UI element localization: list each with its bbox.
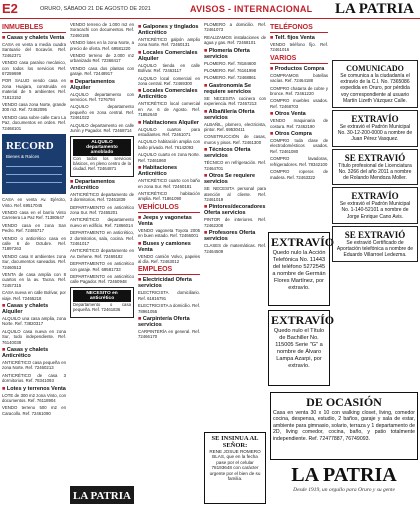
- classified-ad: PLOMERO. Ref. 72468861: [204, 75, 257, 81]
- extravio-notice: [332, 187, 418, 224]
- la-patria-banner-logo: LA PATRIA: [73, 490, 131, 502]
- boxed-ad-text: Departamento o casa pequeña. Ref. 72461836: [73, 301, 131, 313]
- classified-ad: ANTICRÉTICO local comercial en Av. 6 de Agosto. Ref. 71852640: [138, 101, 200, 118]
- category-heading: ■ Productos Compra: [270, 66, 328, 72]
- classified-ad: VENDO casa dos plantas con garaje. Ref. 72448917: [70, 65, 134, 77]
- classified-ad: CARPINTERÍA en general. Ref. 72466170: [138, 328, 200, 340]
- section-title: AVISOS - INTERNACIONAL: [190, 4, 313, 14]
- column-inmuebles: [2, 22, 66, 510]
- category-heading: ■ Carpintería Oferta servicios: [138, 316, 200, 328]
- classified-ad: LOTE de 300 m2 zona Vinto, con documentos. Ref. 76118904: [2, 392, 66, 404]
- category-heading: ■ Locales Comerciales Anticrético: [138, 88, 200, 100]
- extravio-title: EXTRAVÍO: [271, 235, 335, 249]
- notice-text: RENE JOSUE ROMERO BLAS, que en la fecha pase por el celular 78193648 con carácter urgente por el bien de su familia.: [209, 449, 261, 482]
- boxed-ad-text: Con todos los servicios básicos, en pleno centro de la ciudad. Ref. 72464871: [73, 155, 131, 172]
- section-heading-varios: VARIOS: [270, 55, 328, 64]
- classified-ad: PLOMERO. Ref. 78184600: [204, 60, 257, 66]
- de-ocasion-title: DE OCASIÓN: [306, 395, 382, 409]
- category-heading: ■ Otros Venta: [270, 111, 328, 117]
- boxed-ad-heading: ALQUILO departamento amoblado: [73, 139, 131, 156]
- classified-ad: ANTICRÉTICO galpón amplio zona Norte. Ref. 72460131: [138, 37, 200, 48]
- classified-ad: ALBAÑIL, plomero, electricista, pintor. Ref. 69530411: [204, 121, 266, 133]
- extravio-text: Quedo nulo el Título de Bachiller No. 115005 Serie "G" a nombre de Álvaro Lampa Azarpi, por extravío.: [273, 328, 325, 369]
- extravio-notice: [332, 110, 418, 147]
- classified-ad: ANTICRÉTICO cuarto con baño en zona Sur. Ref. 72460181: [138, 178, 200, 189]
- classified-ad: PLOMERO. Ref. 76161998: [204, 68, 257, 74]
- classified-ad: CLASES de matemáticas. Ref. 72464509: [204, 243, 266, 254]
- extravio-title: SE EXTRAVIÓ: [344, 152, 406, 163]
- record-tagline: Bienes & Raíces: [6, 154, 40, 160]
- classified-ad: ELECTRICISTA a domicilio. Ref. 78961055: [138, 303, 200, 314]
- category-heading: ■ Jeeps y vagonetas Venta: [138, 215, 200, 227]
- record-real-estate-ad: [2, 134, 66, 194]
- classified-ad: VENDO casa en zona San Pedro. Ref. 72465717: [2, 222, 66, 234]
- la-patria-slogan: Desde 1919, un orgullo para Oruro y su gente: [293, 487, 395, 493]
- extravio-notice: [332, 149, 418, 186]
- classified-ad: ANTICRÉTICO casa pequeña en zona Norte. Ref. 72460213: [2, 360, 66, 371]
- category-heading: ■ Casas y chalets Venta: [2, 35, 66, 41]
- category-heading: ■ Albañilería Oferta servicios: [204, 109, 266, 121]
- classified-ad: CASA en venta Av. Ejército, Vinto. Ref. 69517045: [2, 197, 66, 208]
- column-servicios: [204, 22, 266, 442]
- classified-ad: TÉCNICO en refrigeración. Ref. 72464701: [204, 160, 266, 171]
- page-header: [0, 0, 420, 19]
- classified-ad: ALQUILO departamento pequeño en zona central. Ref. 72461022: [70, 104, 134, 121]
- category-heading: ■ Galpones y tinglados Anticrético: [138, 24, 200, 36]
- classified-ad: CASA en venta a media cuadra Santuario del Socavón. Ref. 72462371: [2, 42, 66, 58]
- classified-ad: DEPARTAMENTO en anticrético, 2 dormitorios, sala, cocina. Ref. 72461017: [70, 230, 134, 246]
- classified-ad: REALIZAMOS instalaciones de agua y gas. Ref. 72468101: [204, 34, 266, 46]
- section-heading-vehiculos: VEHÍCULOS: [138, 204, 200, 213]
- extravio-text: Se extravió el Padrón Municipal No. 1-140-52101 a nombre de Jorge Enrique Cano Avis.: [339, 201, 411, 220]
- classified-ad: DEPARTAMENTO en anticrético con garaje. Ref. 69581733: [70, 261, 134, 272]
- category-heading: ■ Buses y camiones Venta: [138, 241, 200, 253]
- classified-ad: ALQUILO cuarto en zona Norte. Ref. 72461860: [138, 152, 200, 163]
- classified-ad: VENDO casa sobre calle Caro La Paz, documentos en orden. Ref. 72468101: [2, 114, 66, 131]
- column-avisos: [332, 58, 418, 426]
- record-logo: RECORD: [6, 140, 54, 153]
- category-heading: ■ Otros Compra: [270, 131, 328, 137]
- classified-ad: COMPRO chatarra de cobre y bronce. Ref. 72461220: [270, 85, 328, 97]
- category-heading: ■ Casas y chalets Anticrético: [2, 347, 66, 359]
- classified-ad: ANTICRÉTICO habitación amplia. Ref. 71861090: [138, 190, 200, 202]
- classified-ad: ALQUILO habitación amplia con baño privado. Ref. 76142093: [138, 139, 200, 150]
- page-number: E2: [2, 1, 18, 16]
- extravio-notice: [332, 226, 418, 263]
- extravio-title: EXTRAVÍO: [271, 313, 335, 327]
- la-patria-logo: LA PATRIA: [291, 464, 397, 486]
- classified-ad: ALQUILO departamento con servicios. Ref. 7276794: [70, 91, 134, 103]
- classified-ad: ALQUILO local comercial en zona central. Ref. 72469300: [138, 75, 200, 87]
- notice-heading: SE INSINUA AL SEÑOR:: [211, 435, 259, 449]
- classified-ad: ANTICRÉTICO departamento de 3 dormitorios. Ref. 72461839: [70, 191, 134, 203]
- issue-date: ORURO, SÁBADO 21 DE AGOSTO DE 2021: [40, 6, 151, 12]
- extravio-title: EXTRAVÍO: [351, 191, 399, 202]
- classified-ad: VENDO casa zona Norte, grande 300 m2. Ref. 72462095: [2, 102, 66, 113]
- classified-ad: ALQUILO tienda en calle Bolívar. Ref. 72463117: [138, 62, 200, 74]
- category-heading: ■ Pintores/decoradores Oferta servicios: [204, 204, 266, 216]
- section-heading-telefonos: TELÉFONOS: [270, 24, 328, 33]
- category-heading: ■ Lotes y terrenos Venta: [2, 386, 66, 392]
- classified-ad: VENDO terreno 500 m2 en Caracollo. Ref. 72461090: [2, 405, 66, 416]
- category-heading: ■ Otros Se requiere servicios: [204, 173, 266, 185]
- extravio-notice-titulo: [268, 310, 335, 386]
- extravio-title: SE EXTRAVIÓ: [344, 229, 406, 240]
- extravio-title: EXTRAVÍO: [351, 114, 399, 125]
- extravio-text: Se extravió el Padrón Municipal No. 30-12-200-0000 a nombre de Juan Pérez Vasquez.: [337, 124, 413, 143]
- extravio-notice-telefono: [268, 232, 335, 306]
- column-locales: [138, 22, 200, 510]
- classified-ad: SE NECESITA personal para atención al cliente. Ref. 72461019: [204, 186, 266, 202]
- classified-ad: DEPARTAMENTO en anticrético calle Pagador. Ref. 72460948: [70, 274, 134, 285]
- de-ocasion-text: Casa en venta 30 x 10 con walking closet, living, comedor cocina, despensa, estudio, 2 baños, garaje y sala de estar, ambiente para gimnasio, solario, terraza y 1 departamento de 2D, living comedor, cocina, baño, y patio totalmente independiente. Ref. 72477887, 76749093.: [273, 410, 415, 442]
- classified-ad: VENDO maquinaria de costura. Ref. 72462190: [270, 118, 328, 129]
- classified-ad: VENDO casa 8 ambientes zona Sur, documentos saneados. Ref. 72460513: [2, 253, 66, 270]
- classified-ad: ALQUILO cuartos para estudiantes. Ref. 72461071: [138, 126, 200, 138]
- comunicado-notice: [332, 60, 418, 108]
- classified-ad: COMPRAMOS botellas vacías. Ref. 72464188: [270, 72, 328, 84]
- notice-insinua: [204, 432, 266, 504]
- column-varios: [270, 22, 328, 247]
- classified-ad: PLOMERO a domicilio. Ref. 72461073: [204, 22, 266, 33]
- extravio-text: Quedo nulo la Acción Telefónica No. 11443 del teléfono 5272545 a nombre de Germán Flores Martínez, por extravío.: [272, 250, 326, 291]
- category-heading: ■ Casas y chalets Alquiler: [2, 303, 66, 315]
- classified-ad: CONSTRUCCIÓN de casas, muros y pisos. Ref. 72461300: [204, 134, 266, 145]
- classified-ad: COMPRO muebles usados. Ref. 72468703: [270, 98, 328, 109]
- category-heading: ■ Locales Comerciales Alquiler: [138, 50, 200, 62]
- boxed-ad-heading: NECESITO en anticrético: [73, 290, 131, 302]
- column-departamentos: [70, 22, 134, 510]
- masthead-logo: LA PATRIA: [334, 1, 414, 17]
- comunicado-text: Se comunica a la ciudadanía el extravío de la C.I. No. 7365086 expedida en Oruro, por pérdida voy correspondiente al usuario Martín Lizeth Vázquez Calle.: [340, 73, 410, 104]
- category-heading: ■ Electricidad Oferta servicios: [138, 277, 200, 289]
- category-heading: ■ Habitaciones Anticrético: [138, 165, 200, 177]
- classified-ad: VENDO terreno de 2.000 m2 urbanizado Ref. 72368417: [70, 53, 134, 64]
- category-heading: ■ Habitaciones Alquiler: [138, 120, 200, 126]
- classified-ad: ANTICRÉTICO departamento en Av. Dehene. Ref. 72469182: [70, 248, 134, 259]
- classified-ad: VENDO teléfono fijo. Ref. 72461016: [270, 42, 328, 53]
- comunicado-title: COMUNICADO: [346, 64, 404, 73]
- classified-ad: ALQUILO una casa amplia, zona Norte. Ref. 73820317: [2, 316, 66, 327]
- classified-ad: VENDO vagoneta Toyota 2005 en buen estado. Ref. 72466001: [138, 227, 200, 239]
- classified-ad: SE NECESITA cocinera con experiencia. Ref. 72467213: [204, 95, 266, 107]
- classified-ad: VENDO camión Volvo, papeles al día. Ref. 72463012: [138, 253, 200, 264]
- classified-ad: VENDO casa paraíso mecánico, con todos los servicios Ref. 67259699: [2, 60, 66, 77]
- classified-ad: ALQUILO departamento en calle Junín y Pagador. Ref. 72468714: [70, 122, 134, 134]
- classified-ad: VENTA de casa amplia con 8 cuartos en la av. Tacna. Ref. 72457315: [2, 271, 66, 288]
- la-patria-footer-ad: [270, 464, 418, 506]
- classified-ad: ELECTRICISTA domiciliario. Ref. 61816791: [138, 290, 200, 301]
- category-heading: ■ Departamentos Anticrético: [70, 179, 134, 191]
- la-patria-banner: [70, 486, 134, 504]
- classified-ad: VENDO lotes en la zona Norte, a precio de oferta. Ref. 69581220: [70, 40, 134, 51]
- boxed-ad: [70, 287, 134, 318]
- category-heading: ■ Profesores Oferta servicios: [204, 230, 266, 242]
- category-heading: ■ Técnicos Oferta servicios: [204, 147, 266, 159]
- classified-ad: CASA nueva en calle Bolívar, por viaje. Ref. 72465218: [2, 290, 66, 301]
- classified-ad: POR SALUD vendo casa en zona Huajara, construida en material de 5 ambientes Ref. 71813152: [2, 78, 66, 100]
- classified-ad: ANTICRÉTICO departamento nuevo en edificio. Ref. 71866014: [70, 217, 134, 228]
- extravio-text: Título profesional de Licenciatura No. 3266 del año 2011 a nombre de Rolando Mendoza Moller.: [338, 162, 412, 182]
- classified-ad: ALQUILO casa nueva en zona Sur, todo independiente. Ref. 76140038: [2, 328, 66, 345]
- category-heading: ■ Departamentos Alquiler: [70, 79, 134, 91]
- section-heading-inmuebles: INMUEBLES: [2, 24, 66, 33]
- category-heading: ■ Telf. fijos Venta: [270, 35, 328, 41]
- classified-ad: VENDO o anticrético casa en calle 6 de Octubre. Ref. 71897263: [2, 235, 66, 252]
- de-ocasion-ad: [270, 392, 418, 460]
- classified-ad: VENDO casa en el barrio Vinto Carretera La Paz Ref. 71380647: [2, 209, 66, 221]
- classified-ad: PINTOR de interiores. Ref. 72462208: [204, 217, 266, 228]
- classified-ad: VENDO terreno de 1.000 m2 en Soracachi con documentos. Ref. 72460185: [70, 22, 134, 38]
- category-heading: ■ Gastronomía Se requiere servicios: [204, 83, 266, 95]
- boxed-ad: [70, 136, 134, 177]
- classified-ad: ANTICRÉTICO de casa 3 dormitorios. Ref. 78341093: [2, 372, 66, 384]
- classified-ad: COMPRO roperos de madera. Ref. 72463322: [270, 169, 328, 180]
- extravio-text: Se extravió Certificado de Aportación telefónica a nombre de Eduardo Villarroel Ledezma.: [336, 239, 414, 259]
- classified-ad: DEPARTAMENTO en anticrético zona Sur. Ref. 72465201: [70, 204, 134, 215]
- category-heading: ■ Plomería Oferta servicios: [204, 48, 266, 60]
- section-heading-empleos: EMPLEOS: [138, 266, 200, 275]
- classified-ad: COMPRO lavadoras, refrigeradores. Ref. 78342100: [270, 156, 328, 167]
- classified-ad: COMPRO toda clase de electrodomésticos usados. Ref. 72461080: [270, 138, 328, 154]
